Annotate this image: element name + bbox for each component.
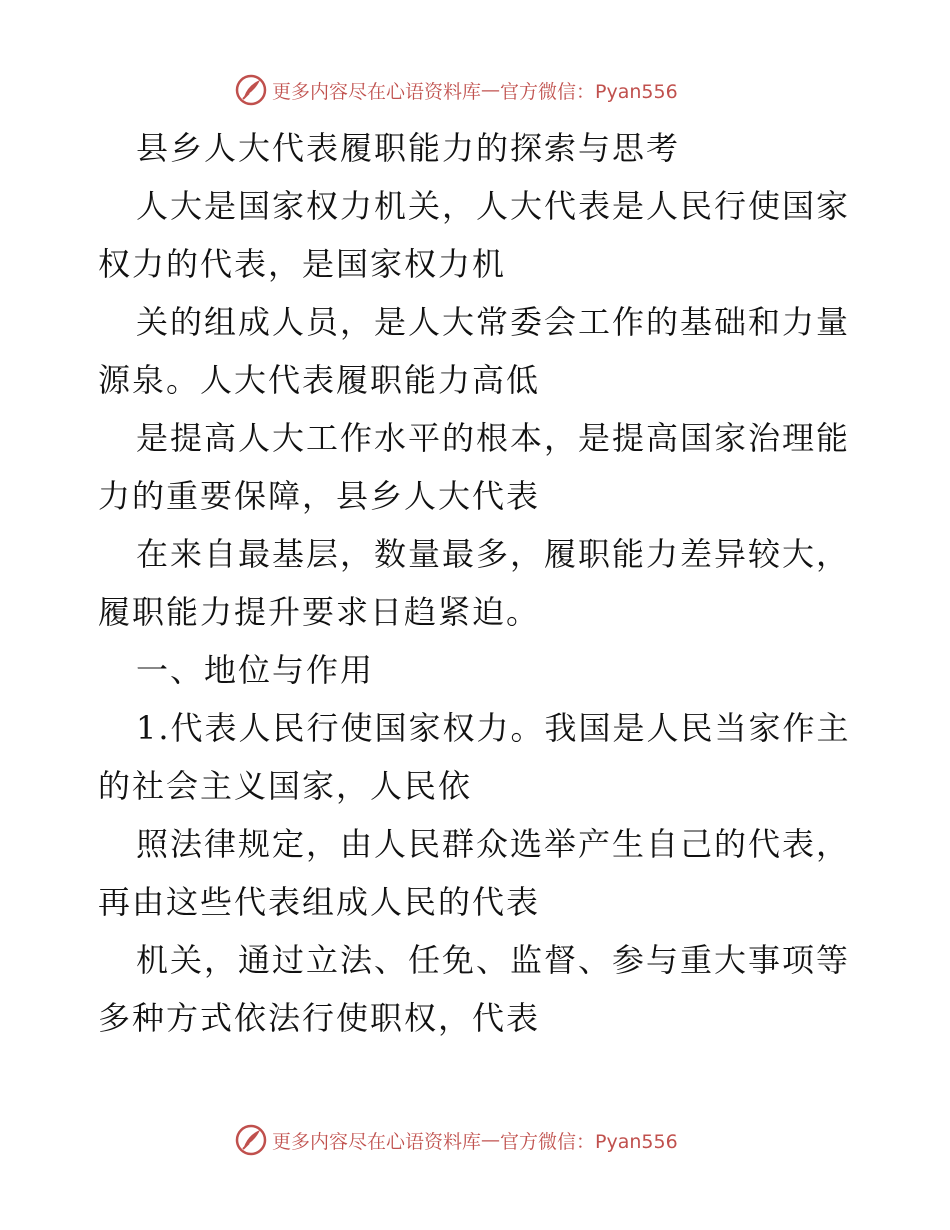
paragraph-line: 履职能力提升要求日趋紧迫。	[98, 593, 541, 631]
quill-pen-logo-icon	[234, 1123, 268, 1157]
header-banner	[234, 70, 678, 110]
paragraph-line: 多种方式依法行使职权，代表	[98, 999, 541, 1037]
paragraph-line: 照法律规定，由人民群众选举产生自己的代表，	[136, 825, 851, 863]
paragraph-line: 的社会主义国家，人民依	[98, 767, 473, 805]
paragraph-line: 是提高人大工作水平的根本，是提高国家治理能	[136, 419, 851, 457]
banner-separator: —	[481, 79, 501, 101]
paragraph-line: 机关，通过立法、任免、监督、参与重大事项等	[136, 941, 851, 979]
document-title: 县乡人大代表履职能力的探索与思考	[136, 129, 681, 167]
banner-text: 更多内容尽在心语资料库	[272, 1130, 482, 1153]
banner-wechat: 官方微信：Pyan556	[500, 80, 678, 103]
paragraph-line: 人大是国家权力机关，人大代表是人民行使国家	[136, 187, 851, 225]
paragraph-line: 权力的代表，是国家权力机	[98, 245, 507, 283]
paragraph-line: 1.代表人民行使国家权力。我国是人民当家作主	[136, 709, 851, 747]
footer-banner	[234, 1120, 678, 1160]
paragraph-line: 关的组成人员，是人大常委会工作的基础和力量	[136, 303, 851, 341]
paragraph-line: 源泉。人大代表履职能力高低	[98, 361, 541, 399]
banner-text: 更多内容尽在心语资料库	[272, 80, 482, 103]
banner-separator: —	[481, 1129, 501, 1151]
banner-wechat: 官方微信：Pyan556	[500, 1130, 678, 1153]
paragraph-line: 在来自最基层，数量最多，履职能力差异较大，	[136, 535, 851, 573]
paragraph-line: 力的重要保障，县乡人大代表	[98, 477, 541, 515]
section-heading: 一、地位与作用	[136, 651, 375, 689]
paragraph-line: 再由这些代表组成人民的代表	[98, 883, 541, 921]
quill-pen-logo-icon	[234, 73, 268, 107]
